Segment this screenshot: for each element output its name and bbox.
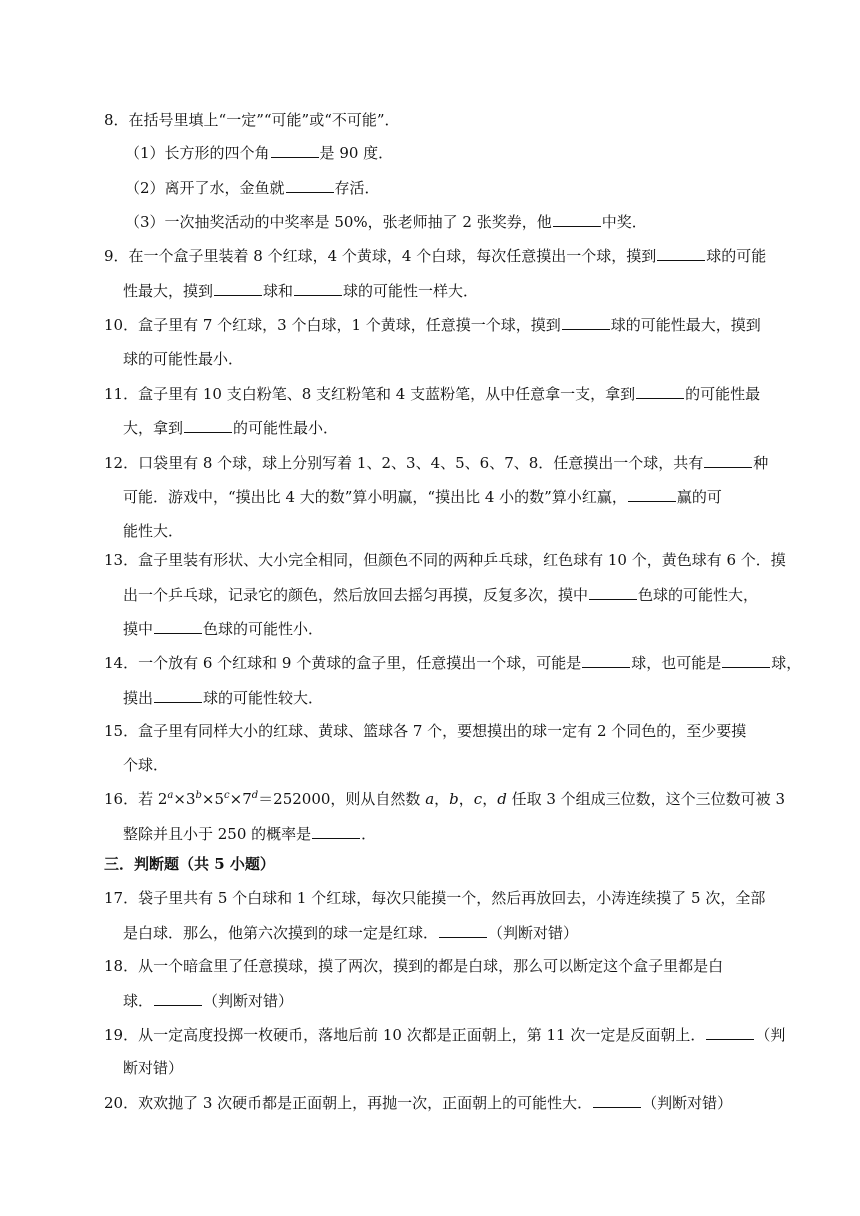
answer-blank[interactable]	[439, 922, 487, 938]
q8-sub2	[125, 177, 380, 198]
q13-line3	[123, 618, 323, 639]
q13-line1	[104, 550, 786, 570]
q15-line1	[104, 721, 746, 741]
q16-times-7: ×7	[229, 790, 252, 808]
var-a: a	[425, 790, 435, 808]
q9-text-tail: 球的可能	[706, 247, 767, 265]
exponent-a: a	[167, 790, 174, 801]
q12-line2	[123, 486, 722, 507]
q8-stem	[104, 110, 400, 130]
exponent-d: d	[251, 790, 259, 801]
q9-text-2c: 球的可能性一样大．	[343, 282, 479, 300]
q8-sub3-tail: 中奖．	[601, 213, 647, 231]
q13-text-3a: 摸中	[123, 620, 154, 638]
q13-text-2a: 出一个乒乓球，记录它的颜色，然后放回去摇匀再摸，反复多次，摸中	[123, 586, 589, 604]
answer-blank[interactable]	[154, 618, 202, 634]
q17-line2	[123, 922, 578, 943]
answer-blank[interactable]	[271, 142, 319, 158]
var-c: c	[473, 790, 483, 808]
q16-text-2a: 整除并且小于 250 的概率是	[123, 825, 312, 843]
q12-text-2b: 赢的可	[676, 488, 722, 506]
q12-line1	[104, 452, 768, 473]
answer-blank[interactable]	[704, 452, 752, 468]
q13-text-2b: 色球的可能性大，	[638, 586, 759, 604]
q9-text-2b: 球和	[263, 282, 294, 300]
q12-line3	[123, 521, 183, 541]
q19-text-2: 断对错）	[123, 1059, 184, 1077]
q16-line2	[123, 823, 376, 844]
q18-text-2b: （判断对错）	[203, 992, 294, 1010]
q11-text-2a: 大，拿到	[123, 419, 184, 437]
answer-blank[interactable]	[562, 314, 610, 330]
q16-sep: ，	[434, 790, 450, 808]
q12-text-3: 能性大．	[123, 522, 184, 540]
q11-line1	[104, 383, 760, 404]
var-b: b	[449, 790, 459, 808]
q12-text-tail: 种	[753, 454, 769, 472]
q11-line2	[123, 417, 338, 438]
q16-times-5: ×5	[201, 790, 225, 808]
q10-line1	[104, 314, 761, 335]
q13-text: 13．盒子里装有形状、大小完全相同，但颜色不同的两种乒乓球，红色球有 10 个，黄色球有 6 个．摸	[104, 551, 786, 569]
q16-sep: ，	[458, 790, 474, 808]
q8-sub2-text: （2）离开了水，金鱼就	[125, 179, 285, 197]
q16-equals: ＝252000，则从自然数	[258, 790, 426, 808]
q17-text-2a: 是白球．那么，他第六次摸到的球一定是红球．	[123, 924, 439, 942]
answer-blank[interactable]	[582, 652, 630, 668]
q15-line2	[123, 755, 168, 775]
q14-text-2b: 球的可能性较大．	[203, 689, 324, 707]
q14-text-1c: 球，	[771, 654, 802, 672]
q20-line1	[104, 1092, 732, 1113]
q18-line1	[104, 956, 723, 976]
q11-text: 11．盒子里有 10 支白粉笔、8 支红粉笔和 4 支蓝粉笔，从中任意拿一支，拿到	[104, 385, 636, 403]
answer-blank[interactable]	[722, 652, 770, 668]
q20-text-1b: （判断对错）	[642, 1094, 733, 1112]
answer-blank[interactable]	[286, 177, 334, 193]
q13-text-3b: 色球的可能性小．	[203, 620, 324, 638]
q16-text: 16．若 2	[104, 790, 168, 808]
q16-tail: 任取 3 个组成三位数，这个三位数可被 3	[506, 790, 785, 808]
q14-line1	[104, 652, 801, 673]
q19-text: 19．从一定高度投掷一枚硬币，落地后前 10 次都是正面朝上，第 11 次一定是反面朝上．	[104, 1026, 706, 1044]
answer-blank[interactable]	[154, 687, 202, 703]
q18-line2	[123, 990, 293, 1011]
q20-text: 20．欢欢抛了 3 次硬币都是正面朝上，再抛一次，正面朝上的可能性大．	[104, 1094, 593, 1112]
answer-blank[interactable]	[184, 417, 232, 433]
q19-text-1b: （判	[755, 1026, 786, 1044]
q8-sub1-text: （1）长方形的四个角	[125, 144, 270, 162]
q9-line2	[123, 280, 478, 301]
q16-times-3: ×3	[173, 790, 196, 808]
q15-text-2: 个球．	[123, 756, 169, 774]
q8-stem-text: 8．在括号里填上“一定”“可能”或“不可能”．	[104, 111, 400, 129]
q19-line1	[104, 1024, 785, 1045]
q14-line2	[123, 687, 323, 708]
q13-line2	[123, 584, 758, 605]
q14-text-1b: 球，也可能是	[631, 654, 722, 672]
q8-sub3-text: （3）一次抽奖活动的中奖率是 50%，张老师抽了 2 张奖券，他	[125, 213, 552, 231]
exponent-c: c	[224, 790, 230, 801]
q11-text-tail: 的可能性最	[685, 385, 761, 403]
q9-text: 9．在一个盒子里装着 8 个红球，4 个黄球，4 个白球，每次任意摸出一个球，摸到	[104, 247, 657, 265]
q10-text-2: 球的可能性最小．	[123, 350, 244, 368]
answer-blank[interactable]	[214, 280, 262, 296]
section-heading-text: 三．判断题（共 5 小题）	[104, 855, 275, 873]
q9-line1	[104, 245, 766, 266]
q10-line2	[123, 349, 243, 369]
q9-text-2a: 性最大，摸到	[123, 282, 214, 300]
q8-sub1	[125, 142, 393, 163]
answer-blank[interactable]	[312, 823, 360, 839]
answer-blank[interactable]	[706, 1024, 754, 1040]
q15-text: 15．盒子里有同样大小的红球、黄球、篮球各 7 个，要想摸出的球一定有 2 个同色的，至少要摸	[104, 722, 747, 740]
q16-text-2b: ．	[361, 825, 377, 843]
q12-text-2a: 可能．游戏中，“摸出比 4 大的数”算小明赢，“摸出比 4 小的数”算小红赢，	[123, 488, 627, 506]
q17-text-2b: （判断对错）	[488, 924, 579, 942]
q8-sub1-tail: 是 90 度．	[319, 144, 394, 162]
exponent-b: b	[195, 790, 202, 801]
answer-blank[interactable]	[657, 245, 705, 261]
answer-blank[interactable]	[593, 1092, 641, 1108]
q11-text-2b: 的可能性最小．	[233, 419, 339, 437]
answer-blank[interactable]	[636, 383, 684, 399]
q10-text: 10．盒子里有 7 个红球，3 个白球，1 个黄球，任意摸一个球，摸到	[104, 316, 561, 334]
q14-text-2a: 摸出	[123, 689, 154, 707]
answer-blank[interactable]	[154, 990, 202, 1006]
var-d: d	[497, 790, 507, 808]
q12-text: 12．口袋里有 8 个球，球上分别写着 1、2、3、4、5、6、7、8．任意摸出一个球，共有	[104, 454, 704, 472]
answer-blank[interactable]	[553, 211, 601, 227]
q19-line2	[123, 1058, 183, 1078]
q16-sep: ，	[482, 790, 498, 808]
section-heading	[104, 854, 275, 874]
q17-line1	[104, 888, 765, 908]
answer-blank[interactable]	[589, 584, 637, 600]
q10-text-tail: 球的可能性最大，摸到	[610, 316, 761, 334]
q16-line1	[104, 789, 785, 809]
q14-text: 14．一个放有 6 个红球和 9 个黄球的盒子里，任意摸出一个球，可能是	[104, 654, 582, 672]
answer-blank[interactable]	[294, 280, 342, 296]
q8-sub2-tail: 存活．	[334, 179, 380, 197]
q18-text-2a: 球．	[123, 992, 154, 1010]
q8-sub3	[125, 211, 647, 232]
q17-text: 17．袋子里共有 5 个白球和 1 个红球，每次只能摸一个，然后再放回去，小涛连续摸了 5 次，全部	[104, 889, 766, 907]
answer-blank[interactable]	[628, 486, 676, 502]
q18-text: 18．从一个暗盒里了任意摸球，摸了两次，摸到的都是白球，那么可以断定这个盒子里都是白	[104, 957, 724, 975]
